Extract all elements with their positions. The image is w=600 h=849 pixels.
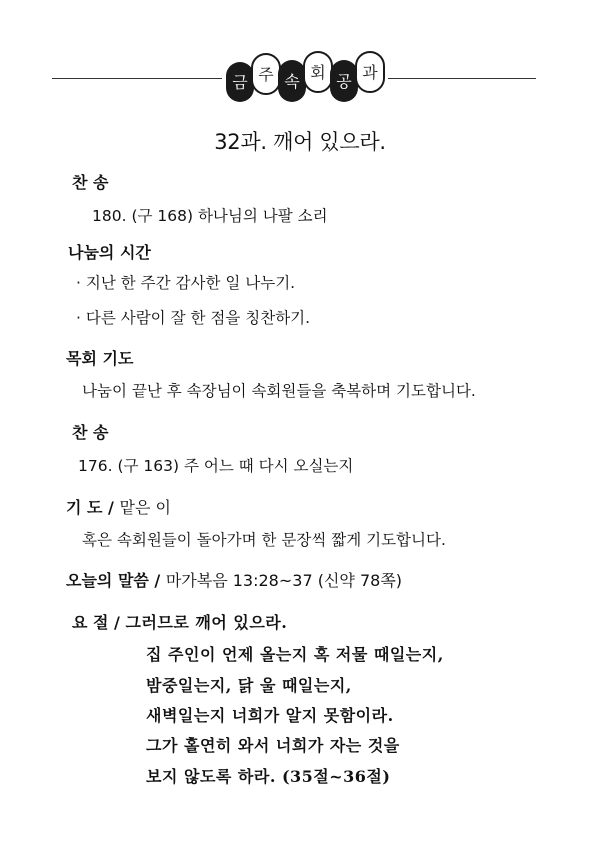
svg-text:주: 주 bbox=[258, 65, 274, 84]
prayer-assignee: 맡은 이 bbox=[119, 498, 171, 517]
hymn1-text: 180. (구 168) 하나님의 나팔 소리 bbox=[92, 207, 328, 225]
hymn2-text: 176. (구 163) 주 어느 때 다시 오실는지 bbox=[78, 457, 354, 475]
today-word-label: 오늘의 말씀 / bbox=[66, 571, 161, 590]
sharing-heading: 나눔의 시간 bbox=[68, 243, 151, 262]
logo-badge-2 bbox=[252, 54, 280, 94]
logo-badge-6 bbox=[356, 52, 384, 92]
svg-text:회: 회 bbox=[310, 63, 326, 82]
logo-badge-5 bbox=[330, 60, 358, 102]
hymn2-heading: 찬 송 bbox=[72, 423, 109, 442]
header-rule-left bbox=[52, 78, 222, 79]
logo-badge-4 bbox=[304, 52, 332, 92]
svg-text:과: 과 bbox=[362, 63, 378, 82]
key-verse-line-2: 밤중일는지, 닭 울 때일는지, bbox=[146, 676, 352, 695]
key-verse-line-4: 그가 홀연히 와서 너희가 자는 것을 bbox=[146, 736, 400, 755]
key-verse-line-3: 새벽일는지 너희가 알지 못함이라. bbox=[146, 706, 394, 725]
header-rule-right bbox=[388, 78, 536, 79]
lesson-logo bbox=[216, 48, 396, 108]
today-word-heading bbox=[66, 568, 402, 591]
logo-badge-3 bbox=[278, 60, 306, 102]
logo-badge-1 bbox=[226, 62, 254, 102]
prayer-text: 혹은 속회원들이 돌아가며 한 문장씩 짧게 기도합니다. bbox=[82, 531, 446, 549]
lesson-title: 32과. 깨어 있으라. bbox=[214, 130, 386, 154]
scripture-reference: 마가복음 13:28~37 (신약 78쪽) bbox=[165, 571, 403, 590]
hymn1-heading: 찬 송 bbox=[72, 173, 109, 192]
svg-text:속: 속 bbox=[284, 72, 300, 91]
key-verse-line-1: 집 주인이 언제 올는지 혹 저물 때일는지, bbox=[146, 645, 444, 664]
sharing-item-1: · 지난 한 주간 감사한 일 나누기. bbox=[76, 274, 296, 292]
sharing-item-2: · 다른 사람이 잘 한 점을 칭찬하기. bbox=[76, 309, 311, 327]
prayer-heading bbox=[66, 495, 171, 518]
cell-prayer-heading: 목회 기도 bbox=[66, 349, 134, 368]
svg-text:공: 공 bbox=[336, 72, 352, 91]
key-verse-first-line: 그러므로 깨어 있으라. bbox=[125, 613, 288, 632]
key-verse-label: 요 절 / bbox=[72, 613, 120, 632]
svg-text:금: 금 bbox=[232, 73, 248, 92]
prayer-heading-label: 기 도 / bbox=[66, 498, 114, 517]
key-verse-heading bbox=[72, 610, 287, 633]
cell-prayer-text: 나눔이 끝난 후 속장님이 속회원들을 축복하며 기도합니다. bbox=[82, 382, 476, 400]
key-verse-line-5: 보지 않도록 하라. (35절~36절) bbox=[146, 767, 391, 786]
